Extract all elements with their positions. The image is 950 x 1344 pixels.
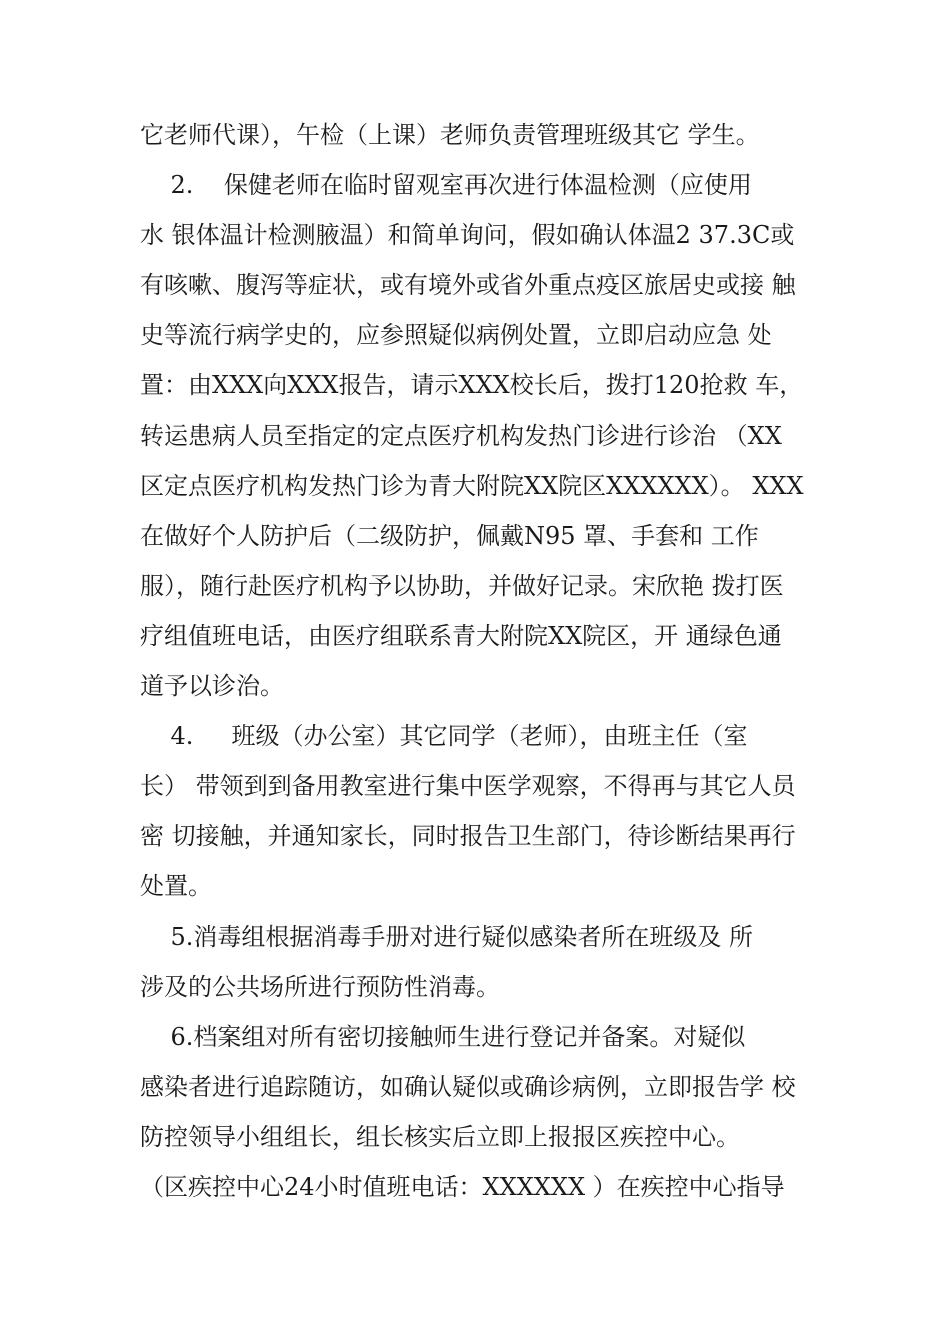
text-line: 6.档案组对所有密切接触师生进行登记并备案。对疑似 [140, 1023, 746, 1051]
text-line: 防控领导小组组长，组长核实后立即上报报区疾控中心。 [140, 1123, 740, 1151]
text-line: 2. 保健老师在临时留观室再次进行体温检测（应使用 [140, 171, 752, 199]
text-line: 有咳嗽、腹泻等症状，或有境外或省外重点疫区旅居史或接 触 [140, 271, 796, 299]
text-line: 转运患病人员至指定的定点医疗机构发热门诊进行诊治 （XX [140, 422, 782, 450]
text-line: 区定点医疗机构发热门诊为青大附院XX院区XXXXXX）。 XXX [140, 472, 804, 500]
text-line: 在做好个人防护后（二级防护，佩戴N95 罩、手套和 工作 [140, 522, 759, 550]
text-line: 感染者进行追踪随访，如确认疑似或确诊病例，立即报告学 校 [140, 1073, 796, 1101]
text-line: 处置。 [140, 872, 212, 900]
text-line: 疗组值班电话，由医疗组联系青大附院XX院区，开 通绿色通 [140, 622, 782, 650]
text-line: 4. 班级（办公室）其它同学（老师），由班主任（室 [140, 722, 748, 750]
text-line: 置：由XXX向XXX报告，请示XXX校长后，拨打120抢救 车， [140, 371, 804, 399]
text-line: 长） 带领到到备用教室进行集中医学观察，不得再与其它人员 [140, 772, 796, 800]
text-line: 涉及的公共场所进行预防性消毒。 [140, 973, 500, 1001]
text-line: 水 银体温计检测腋温）和简单询问，假如确认体温2 37.3C或 [140, 221, 795, 249]
text-line: 史等流行病学史的，应参照疑似病例处置，立即启动应急 处 [140, 321, 772, 349]
text-line: 服），随行赴医疗机构予以协助，并做好记录。宋欣艳 拨打医 [140, 572, 784, 600]
text-line: 它老师代课），午检（上课）老师负责管理班级其它 学生。 [140, 121, 760, 149]
text-line: 道予以诊治。 [140, 672, 284, 700]
text-line: （区疾控中心24小时值班电话：XXXXXX ）在疾控中心指导 [140, 1173, 785, 1201]
text-line: 密 切接触，并通知家长，同时报告卫生部门，待诊断结果再行 [140, 822, 796, 850]
text-line: 5.消毒组根据消毒手册对进行疑似感染者所在班级及 所 [140, 923, 754, 951]
